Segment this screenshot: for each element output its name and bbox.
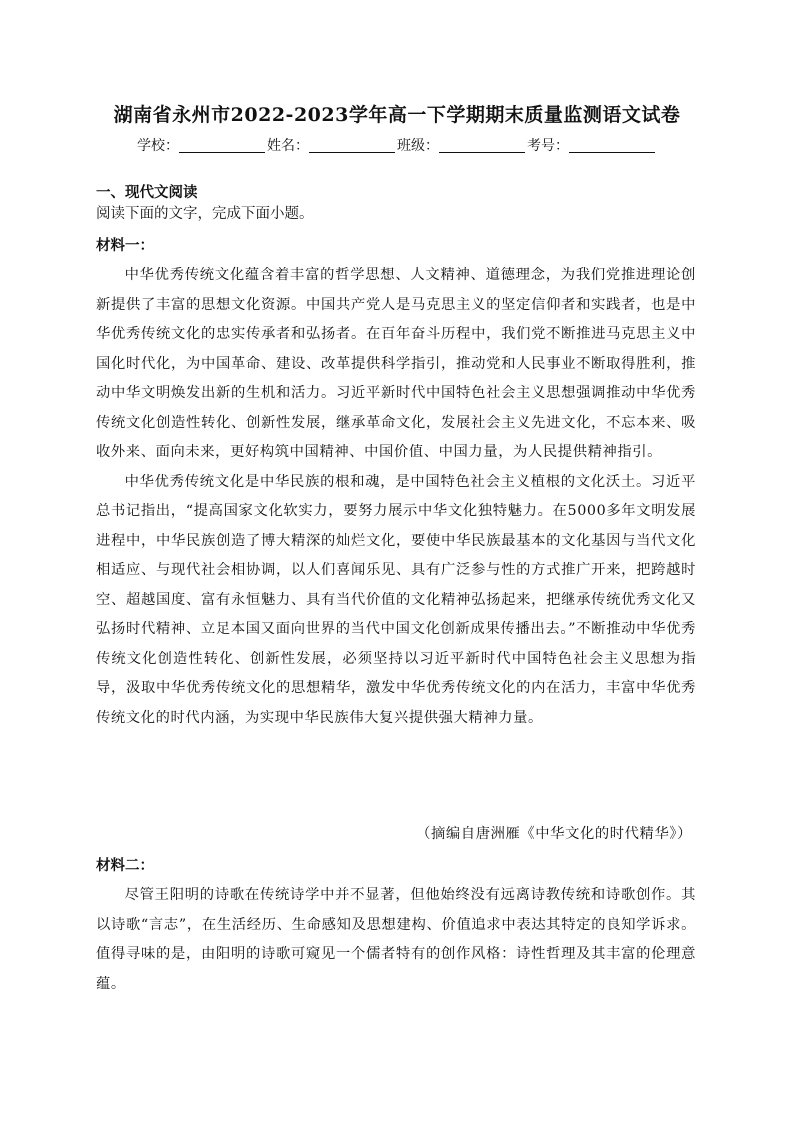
id-label: 考号： [527,138,569,154]
school-field [137,135,267,157]
school-label: 学校： [137,138,179,154]
section-heading: 一、现代文阅读 [96,185,198,201]
material1-paragraph: 中华优秀传统文化是中华民族的根和魂，是中国特色社会主义植根的文化沃土。习近平总书记指出，“提高国家文化软实力，要努力展示中华文化独特魅力。在5000多年文明发展进程中，中华民族创造了博大精深的灿烂文化，要使中华民族最基本的文化基因与当代文化相适应、与现代社会相协调，以人们喜闻乐见、具有广泛参与性的方式推广开来，把跨越时空、超越国度、富有永恒魅力、具有当代价值的文化精神弘扬起来，把继承传统优秀文化又弘扬时代精神、立足本国又面向世界的当代中国文化创新成果传播出去。”不断推动中华优秀传统文化创造性转化、创新性发展，必须坚持以习近平新时代中国特色社会主义思想为指导，汲取中华优秀传统文化的思想精华，激发中华优秀传统文化的内在活力，丰富中华优秀传统文化的时代内涵，为实现中华民族伟大复兴提供强大精神力量。 [96,473,696,726]
school-blank[interactable] [179,138,265,153]
material1-paragraph: 中华优秀传统文化蕴含着丰富的哲学思想、人文精神、道德理念，为我们党推进理论创新提供了丰富的思想文化资源。中国共产党人是马克思主义的坚定信仰者和实践者，也是中华优秀传统文化的忠实传承者和弘扬者。在百年奋斗历程中，我们党不断推进马克思主义中国化时代化，为中国革命、建设、改革提供科学指引，推动党和人民事业不断取得胜利，推动中华文明焕发出新的生机和活力。习近平新时代中国特色社会主义思想强调推动中华优秀传统文化创造性转化、创新性发展，继承革命文化，发展社会主义先进文化，不忘本来、吸收外来、面向未来，更好构筑中国精神、中国价值、中国力量，为人民提供精神指引。 [96,267,696,460]
material1-source: （摘编自唐洲雁《中华文化的时代精华》） [416,826,692,842]
material1-label: 材料一： [96,238,154,254]
material1-body [96,261,696,733]
name-blank[interactable] [309,138,395,153]
class-label: 班级： [397,138,439,154]
id-blank[interactable] [569,138,655,153]
class-blank[interactable] [439,138,525,153]
material2-paragraph: 尽管王阳明的诗歌在传统诗学中并不显著，但他始终没有远离诗教传统和诗歌创作。其以诗歌“言志”，在生活经历、生命感知及思想建构、价值追求中表达其特定的良知学诉求。值得寻味的是，由阳明的诗歌可窥见一个儒者特有的创作风格：诗性哲理及其丰富的伦理意蕴。 [96,887,696,992]
class-field [397,135,527,157]
section-instruction: 阅读下面的文字，完成下面小题。 [96,206,314,222]
material2-label: 材料二： [96,858,154,874]
id-field [527,135,657,157]
material2-body [96,881,696,999]
exam-title: 湖南省永州市2022-2023学年高一下学期期末质量监测语文试卷 [113,104,681,126]
name-label: 姓名： [267,138,309,154]
student-info-line [0,135,794,157]
name-field [267,135,397,157]
